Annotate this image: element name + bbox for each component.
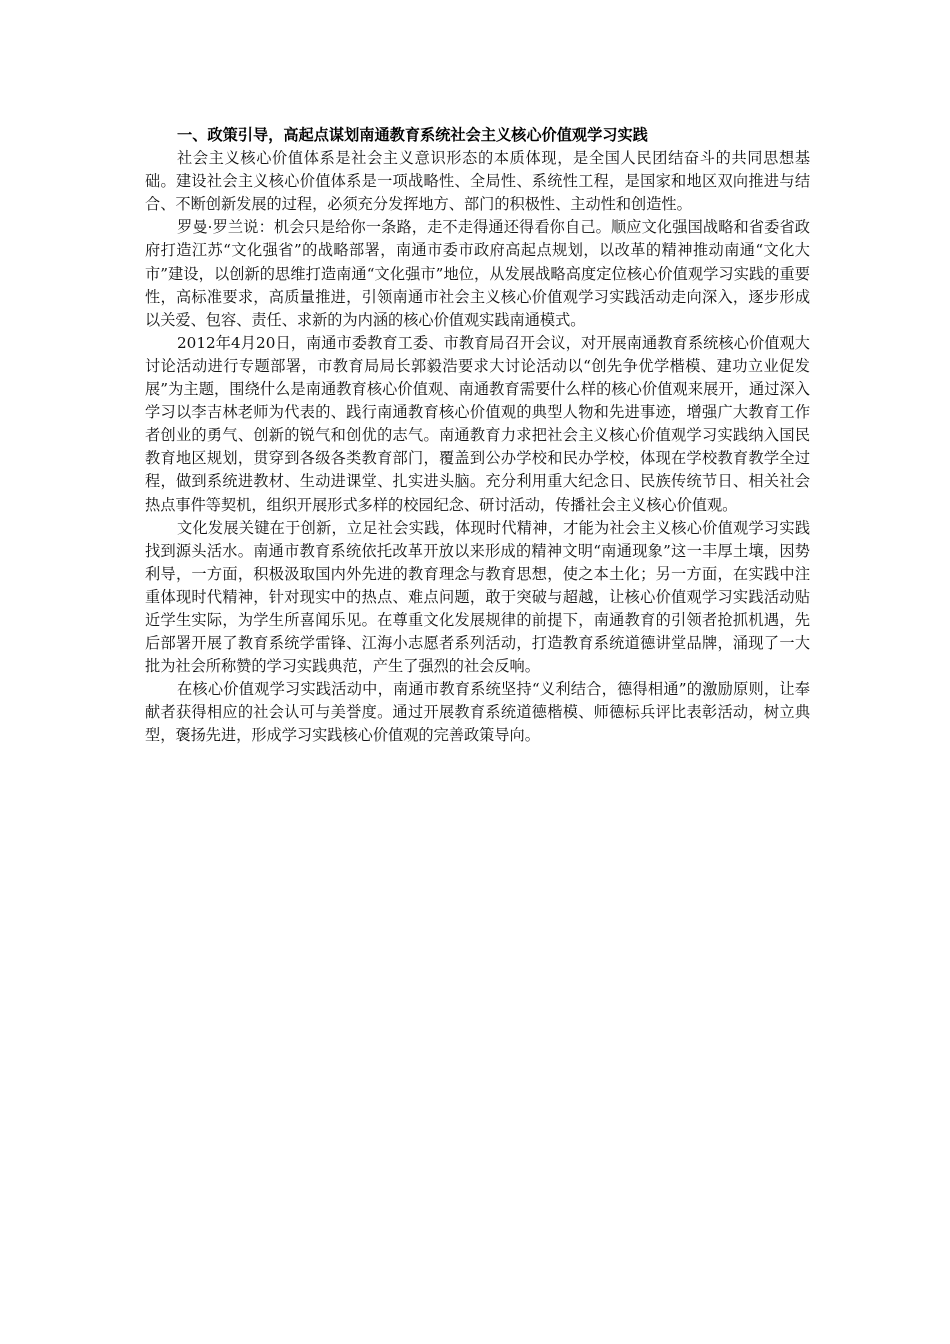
paragraph-4: 文化发展关键在于创新，立足社会实践，体现时代精神，才能为社会主义核心价值观学习实践找到源头活水。南通市教育系统依托改革开放以来形成的精神文明“南通现象”这一丰厚土壤，因势利导，一方面，积极汲取国内外先进的教育理念与教育思想，使之本土化；另一方面，在实践中注重体现时代精神，针对现实中的热点、难点问题，敢于突破与超越，让核心价值观学习实践活动贴近学生实际，为学生所喜闻乐见。在尊重文化发展规律的前提下，南通教育的引领者抢抓机遇，先后部署开展了教育系统学雷锋、江海小志愿者系列活动，打造教育系统道德讲堂品牌，涌现了一大批为社会所称赞的学习实践典范，产生了强烈的社会反响。: [145, 518, 810, 676]
document-body: [145, 124, 810, 748]
paragraph-3: 2012年4月20日，南通市委教育工委、市教育局召开会议，对开展南通教育系统核心价值观大讨论活动进行专题部署，市教育局局长郭毅浩要求大讨论活动以“创先争优学楷模、建功立业促发展”为主题，围绕什么是南通教育核心价值观、南通教育需要什么样的核心价值观来展开，通过深入学习以李吉林老师为代表的、践行南通教育核心价值观的典型人物和先进事迹，增强广大教育工作者创业的勇气、创新的锐气和创优的志气。南通教育力求把社会主义核心价值观学习实践纳入国民教育地区规划，贯穿到各级各类教育部门，覆盖到公办学校和民办学校，体现在学校教育教学全过程，做到系统进教材、生动进课堂、扎实进头脑。充分利用重大纪念日、民族传统节日、相关社会热点事件等契机，组织开展形式多样的校园纪念、研讨活动，传播社会主义核心价值观。: [145, 333, 810, 514]
section-heading: 一、政策引导，高起点谋划南通教育系统社会主义核心价值观学习实践: [177, 126, 648, 144]
paragraph-5: 在核心价值观学习实践活动中，南通市教育系统坚持“义利结合，德得相通”的激励原则，让奉献者获得相应的社会认可与美誉度。通过开展教育系统道德楷模、师德标兵评比表彰活动，树立典型，褒扬先进，形成学习实践核心价值观的完善政策导向。: [145, 680, 810, 745]
paragraph-1: 社会主义核心价值体系是社会主义意识形态的本质体现，是全国人民团结奋斗的共同思想基础。建设社会主义核心价值体系是一项战略性、全局性、系统性工程，是国家和地区双向推进与结合、不断创新发展的过程，必须充分发挥地方、部门的积极性、主动性和创造性。: [145, 149, 810, 214]
paragraph-2: 罗曼·罗兰说：机会只是给你一条路，走不走得通还得看你自己。顺应文化强国战略和省委省政府打造江苏“文化强省”的战略部署，南通市委市政府高起点规划，以改革的精神推动南通“文化大市”建设，以创新的思维打造南通“文化强市”地位，从发展战略高度定位核心价值观学习实践的重要性，高标准要求，高质量推进，引领南通市社会主义核心价值观学习实践活动走向深入，逐步形成以关爱、包容、责任、求新的为内涵的核心价值观实践南通模式。: [145, 218, 810, 329]
